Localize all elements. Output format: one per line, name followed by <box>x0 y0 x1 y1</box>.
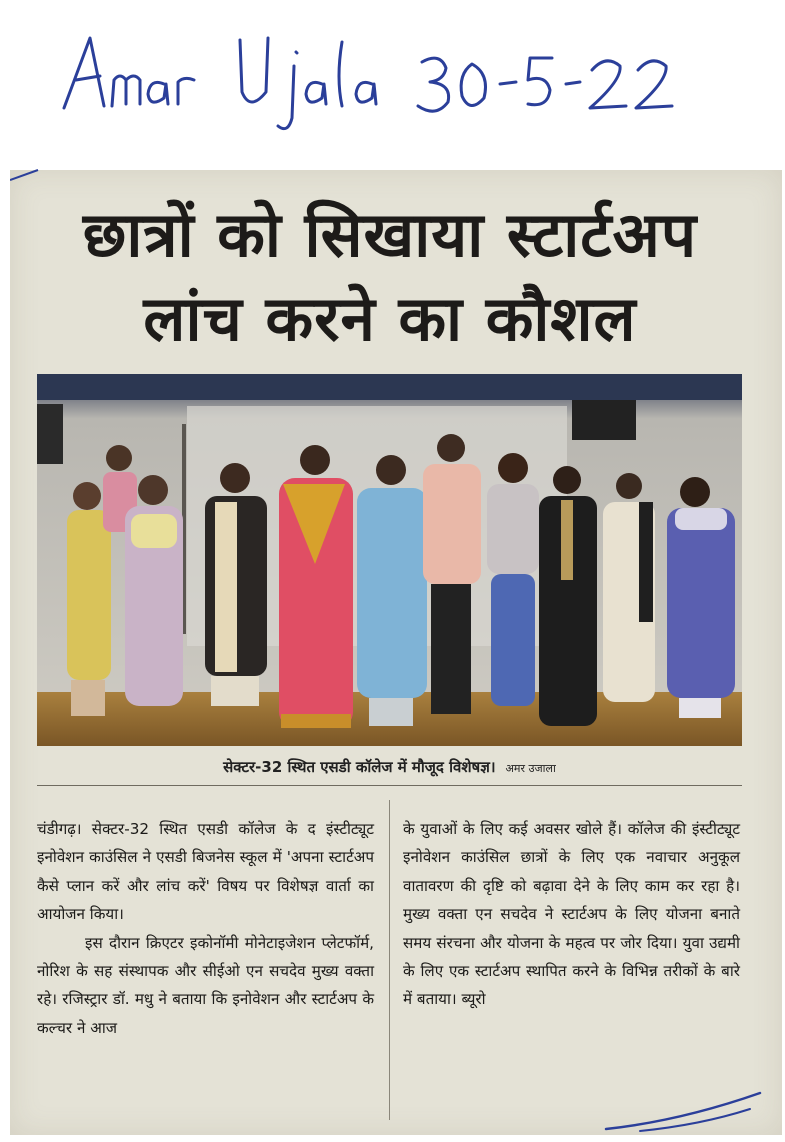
article-paragraph: के युवाओं के लिए कई अवसर खोले हैं। कॉलेज की इंस्टीट्यूट इनोवेशन काउंसिल छात्रों के लिए एक नवाचार अनुकूल वातावरण की दृष्टि को बढ़ावा देने के लिए काम कर रहा है। मुख्य वक्ता एन सचदेव ने स्टार्टअप के लिए योजना बनाते समय संरचना और योजना के महत्व पर जोर दिया। युवा उद्यमी के लिए एक स्टार्टअप स्थापित करने के विभिन्न तरीकों के बारे में बताया। ब्यूरो <box>403 820 740 1009</box>
caption-text: सेक्टर-32 स्थित एसडी कॉलेज में मौजूद विशेषज्ञ। <box>223 758 496 776</box>
handwritten-note <box>60 18 700 148</box>
group-photo-illustration <box>37 374 742 746</box>
photo-caption <box>37 757 742 777</box>
caption-rule <box>37 785 742 786</box>
group-photo <box>37 374 742 746</box>
article-paragraph: इस दौरान क्रिएटर इकोनॉमी मोनेटाइजेशन प्लेटफॉर्म, नोरिश के सह संस्थापक और सीईओ एन सचदेव मुख्य वक्ता रहे। रजिस्ट्रार डॉ. मधु ने बताया कि इनोवेशन और स्टार्टअप के कल्चर ने आज <box>37 933 374 1037</box>
pen-stroke-mark <box>600 1085 770 1135</box>
article-column-right <box>403 815 740 1014</box>
article-paragraph: चंडीगढ़। सेक्टर-32 स्थित एसडी कॉलेज के द इंस्टीट्यूट इनोवेशन काउंसिल ने एसडी बिजनेस स्कूल में 'अपना स्टार्टअप कैसे प्लान करें और लांच करें' विषय पर विशेषज्ञ वार्ता का आयोजन किया। <box>37 820 374 924</box>
headline-line-1: छात्रों को सिखाया स्टार्टअप <box>82 198 698 271</box>
caption-credit: अमर उजाला <box>505 762 556 775</box>
headline-line-2: लांच करने का कौशल <box>143 282 637 355</box>
article-column-left <box>37 815 374 1042</box>
clip-corner-mark <box>10 168 40 188</box>
column-divider <box>389 800 390 1120</box>
